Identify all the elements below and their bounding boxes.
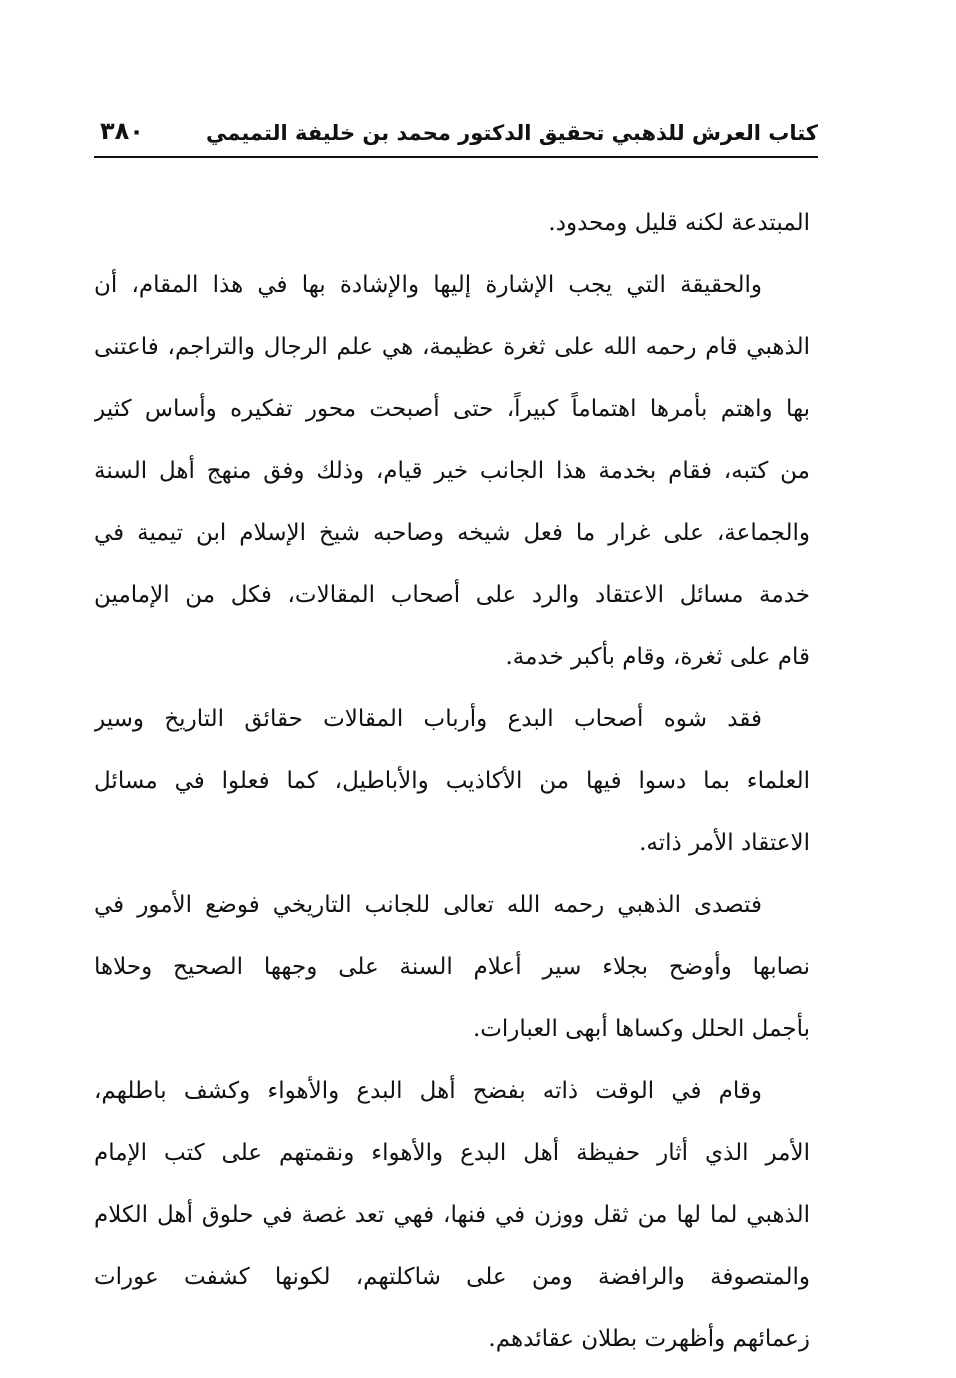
text-line: الأمر الذي أثار حفيظة أهل البدع والأهواء ونقمتهم على كتب الإمام	[94, 1140, 810, 1166]
text-line: فقد شوه أصحاب البدع وأرباب المقالات حقائق التاريخ وسير	[94, 706, 762, 732]
text-line: زعمائهم وأظهرت بطلان عقائدهم.	[488, 1326, 810, 1352]
text-line: المبتدعة لكنه قليل ومحدود.	[548, 210, 810, 236]
header-divider	[94, 156, 818, 158]
body-text	[94, 192, 810, 1370]
text-line: فتصدى الذهبي رحمه الله تعالى للجانب التاريخي فوضع الأمور في	[94, 892, 762, 918]
text-line: وقام في الوقت ذاته بفضح أهل البدع والأهواء وكشف باطلهم،	[94, 1078, 762, 1104]
text-line: بها واهتم بأمرها اهتماماً كبيراً، حتى أصبحت محور تفكيره وأساس كثير	[94, 396, 810, 422]
text-line: الذهبي قام رحمه الله على ثغرة عظيمة، هي علم الرجال والتراجم، فاعتنى	[94, 334, 810, 360]
running-header	[94, 112, 818, 156]
text-line: الذهبي لما لها من ثقل ووزن في فنها، فهي تعد غصة في حلوق أهل الكلام	[94, 1202, 810, 1228]
text-line: الاعتقاد الأمر ذاته.	[639, 830, 810, 856]
text-line: والمتصوفة والرافضة ومن على شاكلتهم، لكونها كشفت عورات	[94, 1264, 810, 1290]
text-line: والحقيقة التي يجب الإشارة إليها والإشادة بها في هذا المقام، أن	[94, 272, 762, 298]
text-line: والجماعة، على غرار ما فعل شيخه وصاحبه شيخ الإسلام ابن تيمية في	[94, 520, 810, 546]
text-line: من كتبه، فقام بخدمة هذا الجانب خير قيام، وذلك وفق منهج أهل السنة	[94, 458, 810, 484]
text-line: بأجمل الحلل وكساها أبهى العبارات.	[472, 1016, 810, 1042]
text-line: خدمة مسائل الاعتقاد والرد على أصحاب المقالات، فكل من الإمامين	[94, 582, 810, 608]
page-number: ٣٨٠	[100, 117, 144, 145]
text-line: العلماء بما دسوا فيها من الأكاذيب والأباطيل، كما فعلوا في مسائل	[94, 768, 810, 794]
header-book-title: كتاب العرش للذهبي تحقيق الدكتور محمد بن خليفة التميمي	[206, 121, 818, 145]
text-line: قام على ثغرة، وقام بأكبر خدمة.	[505, 644, 810, 670]
text-line: نصابها وأوضح بجلاء سير أعلام السنة على وجهها الصحيح وحلاها	[94, 954, 810, 980]
